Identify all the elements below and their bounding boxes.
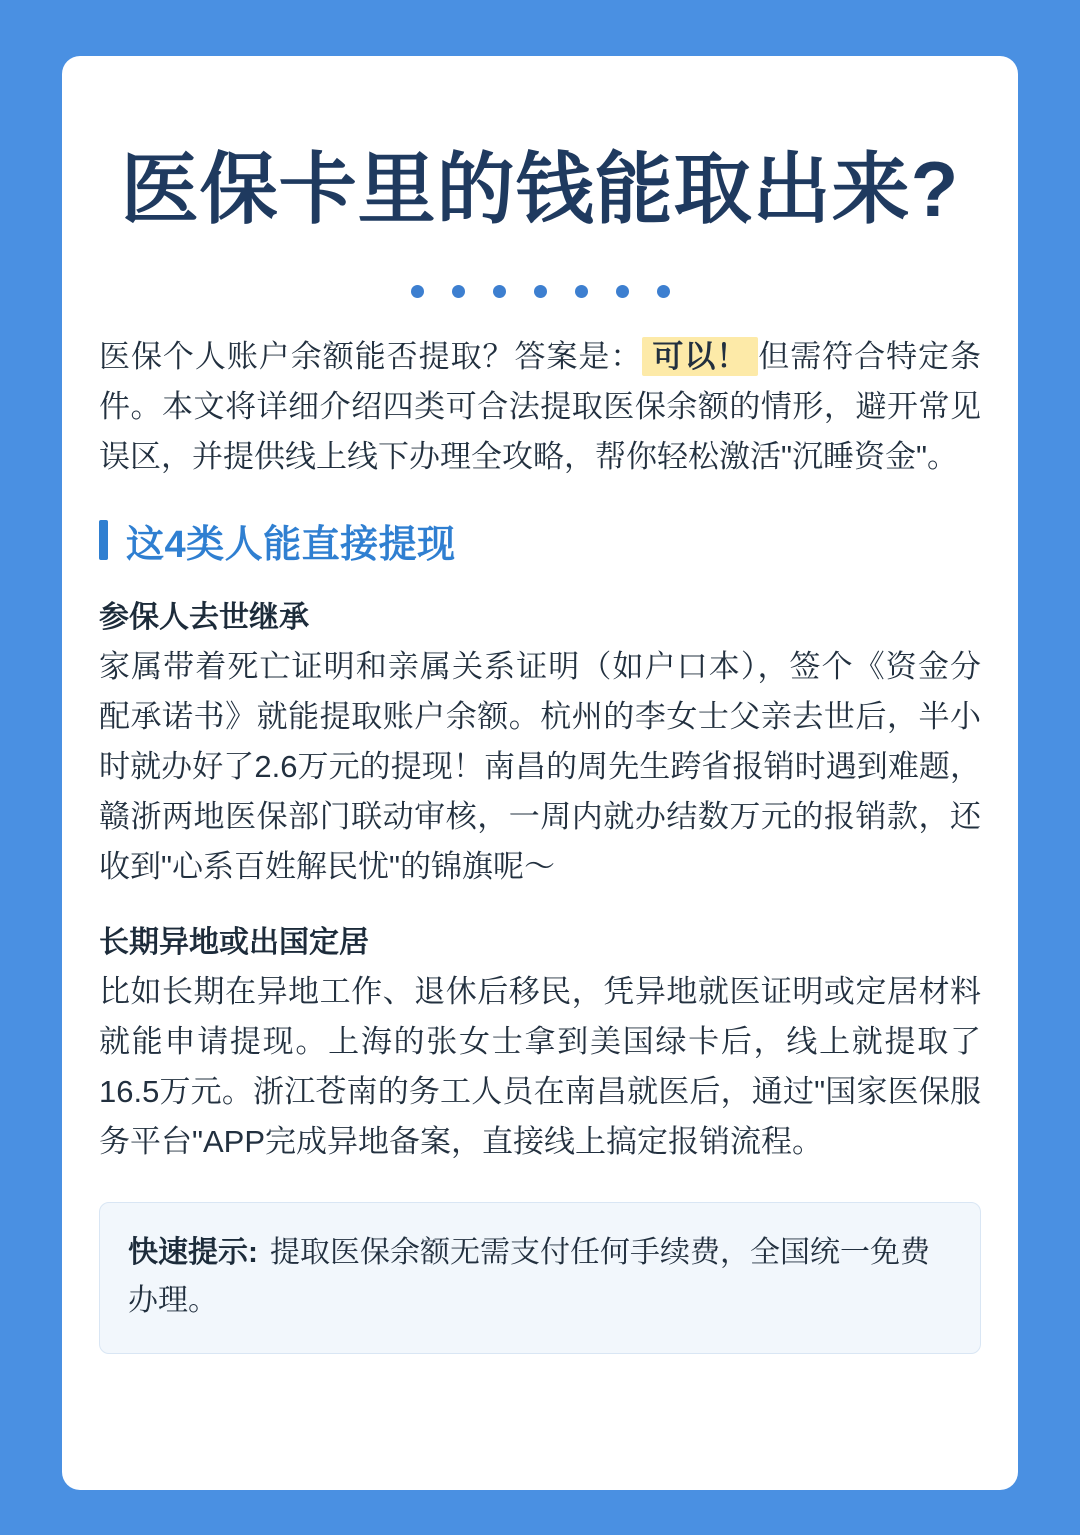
page-title: 医保卡里的钱能取出来?	[120, 145, 960, 233]
quick-tip-box	[99, 1202, 981, 1354]
subsection-title-1: 参保人去世继承	[99, 600, 309, 634]
divider-dot	[657, 285, 670, 298]
lead-text-before: 医保个人账户余额能否提取？答案是：	[99, 338, 643, 374]
quick-tip-label: 快速提示:	[128, 1235, 258, 1269]
article-card	[62, 56, 1018, 1490]
dot-divider	[96, 285, 984, 298]
lead-paragraph	[96, 332, 984, 483]
divider-dot	[452, 285, 465, 298]
quick-tip-text: 提取医保余额无需支付任何手续费，全国统一免费办理。	[128, 1235, 930, 1317]
lead-highlight: 可以！	[642, 337, 758, 376]
subsection-body-1: 家属带着死亡证明和亲属关系证明（如户口本），签个《资金分配承诺书》就能提取账户余额。杭州的李女士父亲去世后，半小时就办好了2.6万元的提现！南昌的周先生跨省报销时遇到难题，赣浙两地医保部门联动审核，一周内就办结数万元的报销款，还收到"心系百姓解民忧"的锦旗呢～	[99, 648, 981, 885]
divider-dot	[493, 285, 506, 298]
divider-dot	[575, 285, 588, 298]
section-accent-bar	[99, 520, 108, 560]
quick-tip-content	[128, 1229, 952, 1325]
section-heading	[99, 513, 984, 568]
lead-text-after: 但需符合特定条件。本文将详细介绍四类可合法提取医保余额的情形，避开常见误区，并提供线上线下办理全攻略，帮你轻松激活"沉睡资金"。	[99, 338, 982, 475]
divider-dot	[411, 285, 424, 298]
subsection-body-2: 比如长期在异地工作、退休后移民，凭异地就医证明或定居材料就能申请提现。上海的张女士拿到美国绿卡后，线上就提取了16.5万元。浙江苍南的务工人员在南昌就医后，通过"国家医保服务平台"APP完成异地备案，直接线上搞定报销流程。	[99, 973, 981, 1160]
divider-dot	[534, 285, 547, 298]
divider-dot	[616, 285, 629, 298]
section-heading-label: 这4类人能直接提现	[126, 523, 456, 566]
subsection-title-2: 长期异地或出国定居	[99, 925, 369, 959]
